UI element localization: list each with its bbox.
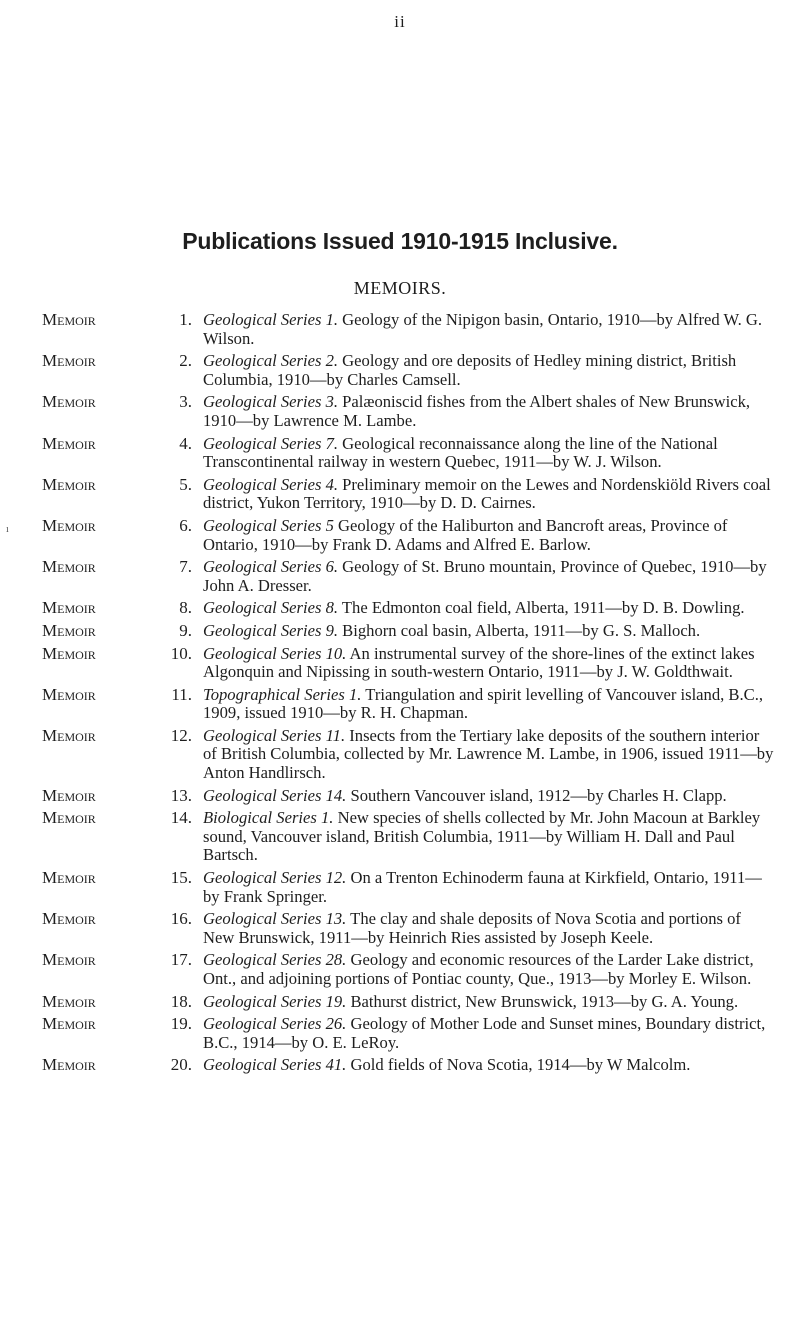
memoir-word: Memoir <box>42 310 96 329</box>
memoir-label <box>42 727 194 746</box>
memoir-label <box>42 910 194 929</box>
memoir-word: Memoir <box>42 808 96 828</box>
memoir-entry <box>0 1015 800 1052</box>
memoir-word: Memoir <box>42 620 96 640</box>
memoir-title: Geology of St. Bruno mountain, Province of Quebec, 1910—by John A. Dresser. <box>203 557 767 595</box>
memoir-description <box>203 645 775 682</box>
memoir-word: Memoir <box>42 684 96 704</box>
memoir-entry <box>0 993 800 1012</box>
memoir-description <box>203 1015 775 1052</box>
memoir-description <box>203 727 775 783</box>
memoir-title: Geology of Mother Lode and Sunset mines, Boundary district, B.C., 1914—by O. E. LeRoy. <box>203 1014 766 1052</box>
series-name: Geological Series 26. <box>203 1014 347 1034</box>
memoir-label <box>42 476 194 495</box>
memoir-entry <box>0 558 800 595</box>
series-name: Geological Series 2. <box>203 351 339 371</box>
memoir-description <box>203 809 775 865</box>
memoir-word: Memoir <box>42 392 96 412</box>
memoir-title: Geological reconnaissance along the line of the National Transcontinental railway in western Quebec, 1911—by W. J. Wilson. <box>203 433 718 472</box>
memoir-label <box>42 809 194 828</box>
memoir-number: 11. <box>171 684 192 704</box>
memoir-title: Southern Vancouver island, 1912—by Charles H. Clapp. <box>346 785 727 805</box>
memoir-label <box>42 993 194 1012</box>
memoir-description <box>203 476 775 513</box>
memoir-number: 20. <box>170 1055 192 1075</box>
memoir-label <box>42 622 194 641</box>
memoir-label <box>42 1056 194 1075</box>
memoir-title: The Edmonton coal field, Alberta, 1911—by D. B. Dowling. <box>338 598 745 618</box>
memoir-title: Triangulation and spirit levelling of Vancouver island, B.C., 1909, issued 1910—by R. H. Chapman. <box>203 684 764 723</box>
memoir-title: Geology of the Haliburton and Bancroft areas, Province of Ontario, 1910—by Frank D. Adams and Alfred E. Barlow. <box>203 515 728 554</box>
memoir-label <box>42 393 194 412</box>
memoir-entry <box>0 622 800 641</box>
memoir-label <box>42 517 194 536</box>
memoir-label <box>42 599 194 618</box>
memoir-entry <box>0 352 800 389</box>
memoir-entry <box>0 476 800 513</box>
memoir-description <box>203 910 775 947</box>
memoir-title: Geology and ore deposits of Hedley mining district, British Columbia, 1910—by Charles Camsell. <box>203 351 737 389</box>
series-name: Geological Series 9. <box>203 620 339 640</box>
memoir-description <box>203 352 775 389</box>
memoir-description <box>203 869 775 906</box>
memoir-description <box>203 558 775 595</box>
memoir-number: 8. <box>179 598 192 618</box>
series-name: Geological Series 19. <box>203 991 347 1011</box>
memoir-word: Memoir <box>42 725 96 745</box>
memoir-number: 3. <box>179 392 192 412</box>
memoir-number: 19. <box>170 1014 192 1034</box>
memoir-number: 2. <box>179 351 192 371</box>
memoir-label <box>42 686 194 705</box>
series-name: Geological Series 3. <box>203 392 339 412</box>
series-name: Geological Series 7. <box>203 433 339 453</box>
memoir-number: 12. <box>170 725 192 745</box>
series-name: Geological Series 5 <box>203 515 334 535</box>
memoir-entry <box>0 645 800 682</box>
memoir-number: 6. <box>179 515 192 535</box>
series-name: Geological Series 41. <box>203 1055 347 1075</box>
memoir-description <box>203 311 775 348</box>
memoir-number: 1. <box>179 310 192 329</box>
series-name: Geological Series 14. <box>203 785 347 805</box>
memoir-title: Palæoniscid fishes from the Albert shales of New Brunswick, 1910—by Lawrence M. Lambe. <box>203 392 751 430</box>
series-name: Geological Series 4. <box>203 474 339 494</box>
memoir-title: Preliminary memoir on the Lewes and Nordenskiöld Rivers coal district, Yukon Territory, 1910—by D. D. Cairnes. <box>203 474 771 513</box>
memoir-title: Geology and economic resources of the Larder Lake district, Ont., and adjoining portions of Pontiac county, Que., 1913—by Morley E. Wilson. <box>203 950 754 988</box>
memoir-entry <box>0 599 800 618</box>
memoir-label <box>42 1015 194 1034</box>
memoir-description <box>203 622 775 641</box>
memoir-description <box>203 1056 775 1075</box>
series-name: Geological Series 12. <box>203 868 347 888</box>
memoir-word: Memoir <box>42 433 96 453</box>
memoir-entry <box>0 1056 800 1075</box>
memoir-title: Gold fields of Nova Scotia, 1914—by W Malcolm. <box>346 1055 691 1075</box>
memoir-entry <box>0 787 800 806</box>
series-name: Geological Series 8. <box>203 598 339 618</box>
memoir-description <box>203 435 775 472</box>
memoir-title: The clay and shale deposits of Nova Scotia and portions of New Brunswick, 1911—by Heinrich Ries assisted by Joseph Keele. <box>203 909 741 947</box>
memoir-word: Memoir <box>42 351 96 371</box>
series-name: Geological Series 11. <box>203 725 346 745</box>
memoir-entry <box>0 311 800 348</box>
memoir-entry <box>0 517 800 554</box>
memoir-title: Insects from the Tertiary lake deposits of the southern interior of British Columbia, collected by Mr. Lawrence M. Lambe, in 1906, issued 1911—by Anton Handlirsch. <box>203 725 774 783</box>
page-title: Publications Issued 1910-1915 Inclusive. <box>182 228 618 254</box>
memoir-list <box>0 311 800 1079</box>
memoir-label <box>42 787 194 806</box>
memoir-word: Memoir <box>42 1014 96 1034</box>
memoir-title: Bathurst district, New Brunswick, 1913—by G. A. Young. <box>346 991 739 1011</box>
memoir-number: 18. <box>170 991 192 1011</box>
memoir-number: 7. <box>179 557 192 577</box>
memoir-description <box>203 993 775 1012</box>
series-name: Geological Series 1. <box>203 310 339 329</box>
memoir-number: 13. <box>170 785 192 805</box>
memoir-word: Memoir <box>42 991 96 1011</box>
series-name: Geological Series 28. <box>203 950 347 970</box>
memoir-number: 16. <box>170 909 192 929</box>
memoir-word: Memoir <box>42 474 96 494</box>
memoir-description <box>203 517 775 554</box>
memoir-word: Memoir <box>42 785 96 805</box>
memoir-entry <box>0 686 800 723</box>
memoir-word: Memoir <box>42 515 96 535</box>
memoir-title: New species of shells collected by Mr. John Macoun at Barkley sound, Vancouver island, British Columbia, 1911—by William H. Dall and Paul Bartsch. <box>203 808 761 865</box>
section-heading: MEMOIRS. <box>353 278 447 298</box>
memoir-label <box>42 311 194 330</box>
memoir-entry <box>0 727 800 783</box>
memoir-label <box>42 435 194 454</box>
memoir-entry <box>0 869 800 906</box>
memoir-label <box>42 869 194 888</box>
memoir-word: Memoir <box>42 643 96 663</box>
memoir-number: 10. <box>170 643 192 663</box>
memoir-word: Memoir <box>42 950 96 970</box>
memoir-word: Memoir <box>42 598 96 618</box>
memoir-number: 4. <box>179 433 192 453</box>
memoir-entry <box>0 435 800 472</box>
memoir-description <box>203 787 775 806</box>
memoir-label <box>42 558 194 577</box>
memoir-word: Memoir <box>42 557 96 577</box>
page-number: ii <box>394 12 406 31</box>
series-name: Geological Series 6. <box>203 557 339 577</box>
memoir-title: Bighorn coal basin, Alberta, 1911—by G. S. Malloch. <box>338 620 701 640</box>
memoir-title: An instrumental survey of the shore-lines of the extinct lakes Algonquin and Nipissing in south-western Ontario, 1911—by J. W. Goldthwait. <box>203 643 755 682</box>
memoir-title: On a Trenton Echinoderm fauna at Kirkfield, Ontario, 1911—by Frank Springer. <box>203 868 762 906</box>
memoir-entry <box>0 393 800 430</box>
memoir-description <box>203 951 775 988</box>
margin-mark: ı <box>6 523 9 535</box>
memoir-entry <box>0 910 800 947</box>
memoir-description <box>203 686 775 723</box>
memoir-number: 5. <box>179 474 192 494</box>
memoir-entry <box>0 951 800 988</box>
series-name: Geological Series 10. <box>203 643 347 663</box>
series-name: Geological Series 13. <box>203 909 347 929</box>
series-name: Biological Series 1. <box>203 808 334 828</box>
memoir-word: Memoir <box>42 1055 96 1075</box>
series-name: Topographical Series 1. <box>203 684 362 704</box>
memoir-number: 14. <box>170 808 192 828</box>
memoir-description <box>203 599 775 618</box>
memoir-number: 9. <box>179 620 192 640</box>
memoir-entry <box>0 809 800 865</box>
memoir-label <box>42 951 194 970</box>
memoir-number: 17. <box>170 950 192 970</box>
memoir-word: Memoir <box>42 909 96 929</box>
memoir-label <box>42 645 194 664</box>
memoir-description <box>203 393 775 430</box>
memoir-title: Geology of the Nipigon basin, Ontario, 1910—by Alfred W. G. Wilson. <box>203 310 763 348</box>
memoir-number: 15. <box>170 868 192 888</box>
memoir-word: Memoir <box>42 868 96 888</box>
memoir-label <box>42 352 194 371</box>
